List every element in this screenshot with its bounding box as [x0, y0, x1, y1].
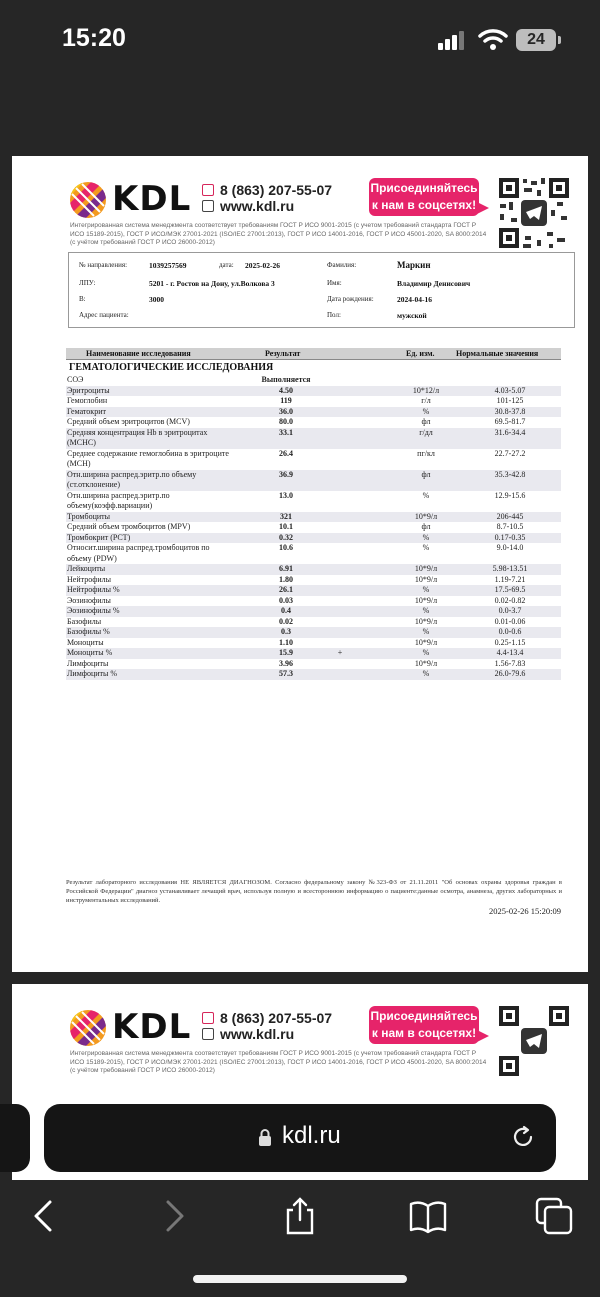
reference-range: 30.8-37.8 [494, 406, 526, 416]
date-label: дата: [219, 261, 234, 269]
reference-range: 5.98-13.51 [492, 564, 528, 573]
test-unit: 10*9/л [414, 637, 438, 647]
reference-range: 1.56-7.83 [494, 658, 526, 668]
dob-label: Дата рождения: [327, 295, 374, 303]
test-name: Среднее содержание гемоглобина в эритроците (MCH) [67, 448, 229, 468]
test-name: Гемоглобин [67, 396, 108, 405]
table-row [66, 648, 561, 659]
monitor-icon [202, 200, 214, 212]
direction-label: № направления: [79, 261, 128, 269]
table-row [66, 512, 561, 523]
test-result: 3.96 [279, 658, 293, 668]
sex-value: мужской [397, 311, 427, 320]
table-row [66, 564, 561, 575]
v-value: 3000 [149, 295, 164, 304]
test-unit: 10*9/л [414, 564, 438, 573]
table-row [66, 617, 561, 628]
test-unit: г/дл [419, 427, 433, 437]
test-name: Нейтрофилы [67, 574, 112, 584]
phone-number: 8 (863) 207-55-07 [202, 182, 332, 198]
reference-range: 4.4-13.4 [496, 648, 524, 657]
test-result: 36.0 [279, 406, 293, 416]
test-name: Средний объем эритроцитов (MCV) [67, 417, 190, 426]
test-name: Эозинофилы [67, 595, 111, 605]
test-name: Моноциты [67, 637, 104, 647]
test-result: 57.3 [279, 669, 293, 678]
test-unit: 10*9/л [414, 574, 438, 584]
test-unit: 10*9/л [414, 511, 438, 521]
table-row [66, 627, 561, 638]
report-timestamp: 2025-02-26 15:20:09 [488, 906, 561, 916]
address-bar[interactable] [44, 1104, 556, 1172]
test-unit: фл [421, 522, 431, 531]
test-name: Эритроциты [67, 385, 110, 395]
test-result: 321 [280, 511, 292, 521]
reference-range: 206-445 [496, 511, 524, 521]
test-unit: % [422, 490, 430, 500]
reference-range: 35.3-42.8 [494, 469, 526, 479]
test-name: Моноциты % [67, 648, 113, 657]
reference-range: 0.01-0.06 [494, 616, 526, 626]
test-result: 26.4 [279, 448, 293, 458]
back-icon[interactable] [24, 1196, 64, 1236]
test-result: Выполняется [261, 375, 311, 384]
cellular-signal-icon [438, 30, 468, 50]
test-unit: % [422, 627, 430, 636]
test-result: 80.0 [279, 417, 293, 426]
reference-range: 22.7-27.2 [494, 448, 526, 458]
table-row [66, 669, 561, 680]
test-unit: % [422, 585, 430, 594]
reference-range: 0.0-0.6 [498, 627, 522, 636]
test-result: 0.4 [281, 606, 291, 615]
reference-range: 31.6-34.4 [494, 427, 526, 437]
test-unit: % [422, 543, 430, 552]
table-row [66, 606, 561, 617]
table-row [66, 659, 561, 670]
test-result: 6.91 [279, 564, 293, 573]
test-result: 10.1 [279, 522, 293, 531]
test-name: Нейтрофилы % [67, 585, 120, 594]
table-row [66, 533, 561, 544]
lastname-value: Маркин [397, 260, 431, 270]
test-name: Лейкоциты [67, 564, 106, 573]
name-label: Имя: [327, 279, 342, 287]
reference-range: 8.7-10.5 [496, 522, 524, 531]
date-value: 2025-02-26 [245, 261, 280, 270]
tabs-icon[interactable] [534, 1196, 574, 1236]
kdl-logo-text: KDL [112, 1007, 192, 1047]
test-name: Средняя концентрация Hb в эритроцитах (MCHC) [67, 427, 208, 447]
reference-range: 1.19-7.21 [494, 574, 526, 584]
table-row [66, 396, 561, 407]
test-name: Относит.ширина распред.тромбоцитов по объему (PDW) [67, 543, 210, 563]
test-result: 0.3 [281, 627, 291, 636]
kdl-logo-icon [68, 180, 108, 220]
table-body [66, 375, 561, 680]
header-unit: Ед. изм. [406, 349, 435, 358]
home-indicator[interactable] [193, 1275, 407, 1283]
monitor-icon [202, 1028, 214, 1040]
table-row [66, 417, 561, 428]
qr-code-icon [497, 176, 571, 250]
website-link[interactable]: www.kdl.ru [202, 1026, 294, 1042]
test-unit: % [422, 406, 430, 416]
table-row [66, 596, 561, 607]
patient-info-box [68, 252, 575, 328]
dob-value: 2024-04-16 [397, 295, 432, 304]
social-promo-banner: Присоединяйтесь к нам в соцсетях! [369, 178, 479, 216]
test-unit: фл [421, 417, 431, 426]
reference-range: 101-125 [496, 396, 524, 405]
status-bar [0, 0, 600, 72]
abnormal-flag: + [337, 648, 343, 657]
test-unit: 10*9/л [414, 616, 438, 626]
reference-range: 69.5-81.7 [494, 417, 526, 426]
report-header [12, 156, 588, 256]
test-unit: 10*9/л [414, 595, 438, 605]
share-icon[interactable] [280, 1196, 320, 1236]
test-unit: г/л [421, 396, 431, 405]
test-result: 33.1 [279, 427, 293, 437]
test-unit: % [422, 606, 430, 615]
test-name: Тромбоциты [67, 511, 110, 521]
reference-range: 17.5-69.5 [494, 585, 526, 594]
reload-icon[interactable] [510, 1124, 536, 1150]
test-result: 0.03 [279, 595, 293, 605]
clock: 15:20 [62, 24, 126, 52]
kdl-logo-text: KDL [112, 179, 192, 219]
test-result: 0.32 [279, 532, 293, 542]
bookmarks-icon[interactable] [408, 1196, 448, 1236]
direction-value: 1039257569 [149, 261, 187, 270]
test-result: 0.02 [279, 616, 293, 626]
reference-range: 0.0-3.7 [498, 606, 522, 615]
table-row [66, 470, 561, 491]
disclaimer-text: Результат лабораторного исследования НЕ ЯВЛЯЕТСЯ ДИАГНОЗОМ. Согласно федеральному закону №323-ФЗ от 21.11.2011 "Об основах охраны здоровья граждан в Российской Федерации" диагноз устанавливает лечащий врач, используя полную и всестороннюю информацию о пациенте:данные осмотра, анамнеза, других лабораторных и инструментальных исследований. [66, 879, 562, 904]
test-unit: 10*9/л [414, 658, 438, 668]
test-name: СОЭ [67, 375, 84, 384]
header-range: Нормальные значения [456, 349, 539, 358]
test-unit: % [422, 648, 430, 657]
qr-code-icon [497, 1004, 571, 1078]
table-row [66, 543, 561, 564]
test-unit: фл [421, 469, 431, 479]
reference-range: 4.03-5.07 [494, 385, 526, 395]
sex-label: Пол: [327, 311, 341, 319]
phone-icon [202, 184, 214, 196]
certification-text: Интегрированная система менеджмента соответствует требованиям ГОСТ Р ИСО 9001-2015 (с учетом требований стандарта ГОСТ Р ИСО 15189-2015), ГОСТ Р ИСО/МЭК 27001-2021 (ISO/IEC 27001:2013), ГОСТ Р ИСО 14001-2016, ГОСТ Р ИСО 45001-2020, SA 8000:2014 (с учётом требований ГОСТ Р ИСО 26000-2012) [70, 222, 487, 246]
lock-icon [258, 1128, 272, 1146]
reference-range: 0.25-1.15 [494, 637, 526, 647]
wifi-icon [478, 27, 508, 51]
reference-range: 12.9-15.6 [494, 490, 526, 500]
social-promo-banner: Присоединяйтесь к нам в соцсетях! [369, 1006, 479, 1044]
lpu-label: ЛПУ: [79, 279, 96, 287]
kdl-logo-icon [68, 1008, 108, 1048]
test-name: Базофилы % [67, 627, 110, 636]
test-name: Тромбокрит (PCT) [67, 532, 131, 542]
battery-icon: 24 [516, 29, 556, 51]
url-text: kdl.ru [282, 1122, 341, 1149]
test-result: 36.9 [279, 469, 293, 479]
test-result: 15.9 [279, 648, 293, 657]
test-result: 119 [280, 396, 292, 405]
section-title: ГЕМАТОЛОГИЧЕСКИЕ ИССЛЕДОВАНИЯ [69, 362, 274, 373]
table-row [66, 386, 561, 397]
table-row [66, 375, 561, 386]
phone-icon [202, 1012, 214, 1024]
reference-range: 9.0-14.0 [496, 543, 524, 552]
report-page [12, 156, 588, 972]
reference-range: 26.0-79.6 [494, 669, 526, 678]
forward-icon[interactable] [154, 1196, 194, 1236]
test-result: 1.10 [279, 637, 293, 647]
test-unit: % [422, 532, 430, 542]
table-row [66, 575, 561, 586]
test-name: Гематокрит [67, 406, 106, 416]
test-result: 26.1 [279, 585, 293, 594]
test-name: Лимфоциты % [67, 669, 118, 678]
table-row [66, 491, 561, 512]
table-header [66, 348, 561, 360]
test-result: 1.80 [279, 574, 293, 584]
table-row [66, 638, 561, 649]
reference-range: 0.17-0.35 [494, 532, 526, 542]
previous-tab-peek[interactable] [0, 1104, 30, 1172]
address-label: Адрес пациента: [79, 311, 129, 319]
table-row [66, 428, 561, 449]
test-name: Отн.ширина распред.эритр.по объему (ст.отклонение) [67, 469, 197, 489]
v-label: В: [79, 295, 86, 303]
lpu-value: 5201 - г. Ростов на Дону, ул.Волкова 3 [149, 279, 275, 288]
certification-text: Интегрированная система менеджмента соответствует требованиям ГОСТ Р ИСО 9001-2015 (с учетом требований стандарта ГОСТ Р ИСО 15189-2015), ГОСТ Р ИСО/МЭК 27001-2021 (ISO/IEC 27001:2013), ГОСТ Р ИСО 14001-2016, ГОСТ Р ИСО 45001-2020, SA 8000:2014 (с учётом требований ГОСТ Р ИСО 26000-2012) [70, 1050, 487, 1074]
table-row [66, 449, 561, 470]
test-name: Лимфоциты [67, 658, 109, 668]
test-name: Средний объем тромбоцитов (MPV) [67, 522, 191, 531]
test-name: Эозинофилы % [67, 606, 120, 615]
header-name: Наименование исследования [86, 349, 191, 358]
test-name: Отн.ширина распред.эритр.по объему(коэфф.вариации) [67, 490, 170, 510]
test-result: 4.50 [279, 385, 293, 395]
test-result: 13.0 [279, 490, 293, 500]
lastname-label: Фамилия: [327, 261, 357, 269]
results-table [66, 348, 561, 680]
header-result: Результат [265, 349, 301, 358]
phone-number: 8 (863) 207-55-07 [202, 1010, 332, 1026]
test-unit: % [422, 669, 430, 678]
name-value: Владимир Денисович [397, 279, 471, 288]
test-unit: пг/кл [417, 448, 435, 458]
table-row [66, 522, 561, 533]
reference-range: 0.02-0.82 [494, 595, 526, 605]
test-result: 10.6 [279, 543, 293, 552]
website-link[interactable]: www.kdl.ru [202, 198, 294, 214]
test-name: Базофилы [67, 616, 102, 626]
table-row [66, 585, 561, 596]
table-row [66, 407, 561, 418]
test-unit: 10*12/л [412, 385, 440, 395]
